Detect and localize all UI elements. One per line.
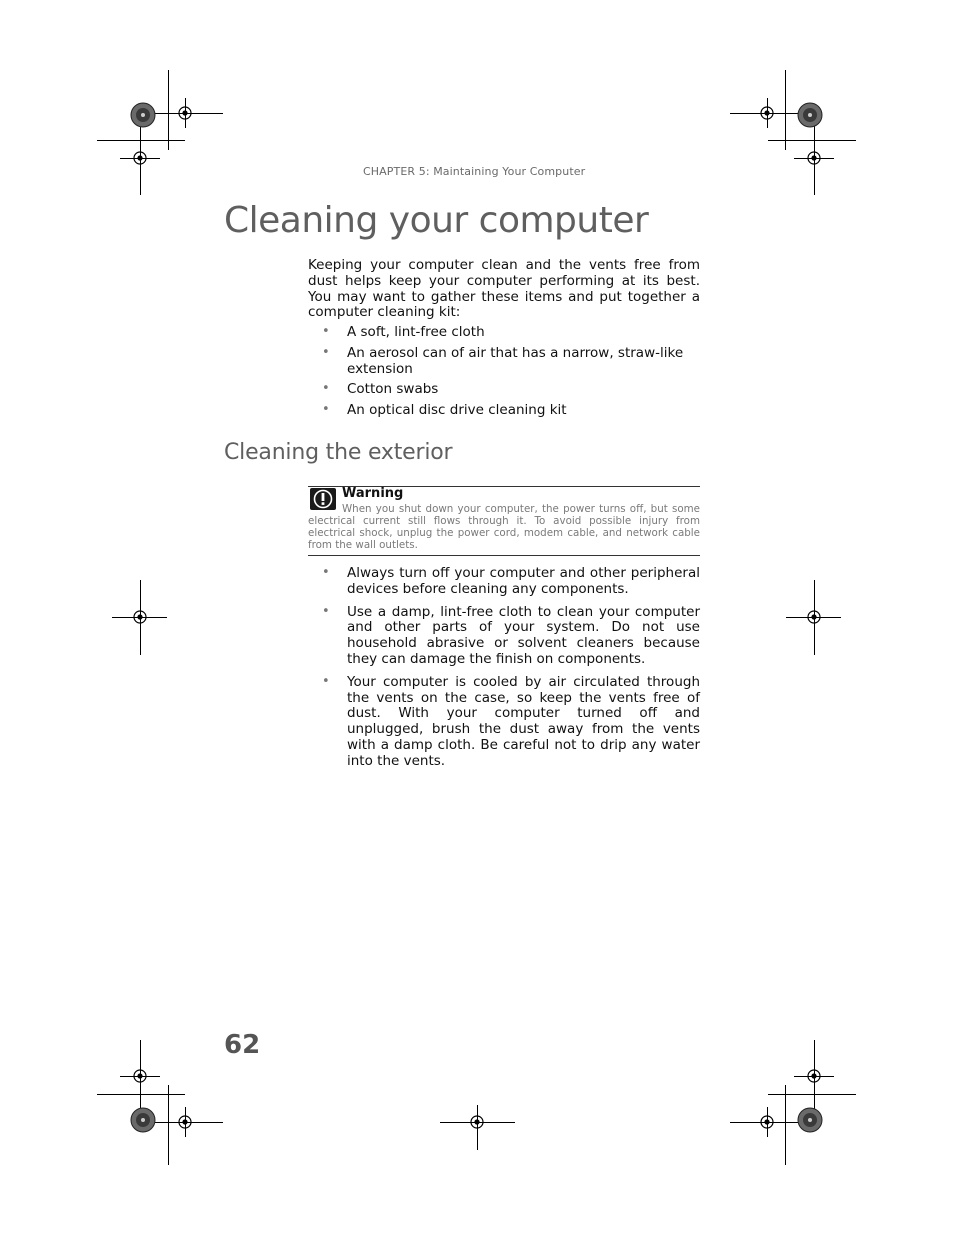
warning-text: When you shut down your computer, the power turns off, but some electrical current still flows through it. To avoid possible injury from electrical shock, unplug the power cord, modem cable, and network cable from the wall outlets.	[308, 503, 700, 551]
bullet-icon: •	[322, 324, 330, 339]
bullet-icon: •	[322, 381, 330, 397]
warning-bottom-rule	[308, 555, 700, 556]
intro-paragraph: Keeping your computer clean and the vents free from dust helps keep your computer performing at its best. You may want to gather these items and put together a computer cleaning kit:	[308, 257, 700, 321]
bullet-icon: •	[322, 565, 330, 580]
bullet-icon: •	[322, 402, 330, 418]
list-item: • An optical disc drive cleaning kit	[322, 402, 567, 419]
bullet-icon: •	[322, 344, 330, 360]
kit-items-list	[308, 325, 700, 419]
list-item: • Always turn off your computer and other peripheral devices before cleaning any components.	[322, 565, 700, 597]
list-item: • A soft, lint-free cloth	[322, 324, 485, 340]
list-item: • Your computer is cooled by air circulated through the vents on the case, so keep the vents free of dust. With your computer turned off and unplugged, brush the dust away from the vents with a damp cloth. Be careful not to drip any water into the vents.	[322, 673, 700, 769]
list-item: • An aerosol can of air that has a narrow, straw-like extension	[322, 344, 684, 377]
bullet-icon: •	[322, 673, 330, 689]
page-number: 62	[224, 1030, 261, 1060]
bullet-icon: •	[322, 603, 330, 619]
list-item: • Use a damp, lint-free cloth to clean your computer and other parts of your system. Do not use household abrasive or solvent cleaners because they can damage the finish on components.	[322, 603, 700, 667]
warning-title: Warning	[342, 486, 404, 501]
section-heading: Cleaning the exterior	[224, 440, 453, 465]
list-item: • Cotton swabs	[322, 381, 439, 398]
running-header: CHAPTER 5: Maintaining Your Computer	[363, 165, 586, 178]
exterior-steps-list	[308, 566, 700, 770]
page-title: Cleaning your computer	[224, 200, 649, 241]
